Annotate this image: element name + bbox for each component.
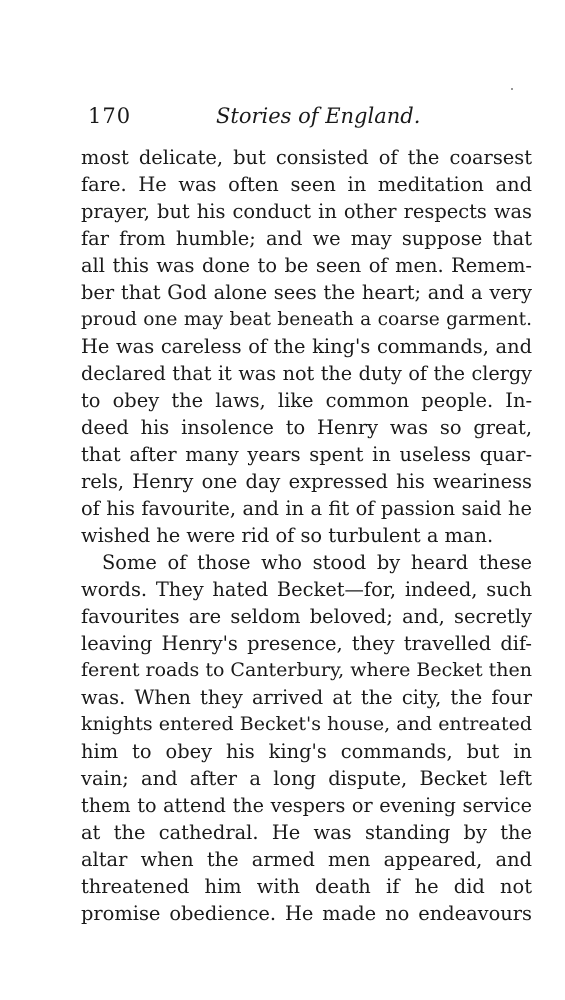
text-line: all this was done to be seen of men. Remem- — [81, 254, 532, 277]
text-line: deed his insolence to Henry was so great, — [81, 416, 532, 439]
text-line: him to obey his king's commands, but in — [81, 740, 532, 763]
text-line: fare. He was often seen in meditation and — [81, 173, 532, 196]
text-line: proud one may beat beneath a coarse garment. — [81, 309, 532, 330]
text-line: leaving Henry's presence, they travelled dif- — [81, 632, 532, 655]
page-number: 170 — [88, 104, 132, 128]
page-header — [88, 104, 488, 134]
running-title: Stories of England. — [216, 104, 421, 128]
text-line: of his favourite, and in a fit of passion said he — [81, 497, 532, 520]
text-line: them to attend the vespers or evening service — [81, 794, 532, 817]
paragraph-2 — [81, 549, 532, 927]
print-speck — [511, 88, 513, 90]
text-line: wished he were rid of so turbulent a man. — [81, 524, 494, 547]
text-line: favourites are seldom beloved; and, secretly — [81, 605, 532, 628]
text-line: vain; and after a long dispute, Becket left — [81, 767, 532, 790]
text-line: to obey the laws, like common people. In- — [81, 389, 532, 412]
text-line: ferent roads to Canterbury, where Becket then — [81, 659, 533, 681]
text-line: prayer, but his conduct in other respects was — [81, 200, 532, 223]
text-line: at the cathedral. He was standing by the — [81, 821, 532, 844]
text-line: promise obedience. He made no endeavours — [81, 902, 532, 925]
text-line: words. They hated Becket—for, indeed, such — [81, 578, 532, 601]
text-line: that after many years spent in useless quar- — [81, 443, 532, 466]
text-line: ber that God alone sees the heart; and a very — [81, 281, 532, 304]
text-line: far from humble; and we may suppose that — [81, 227, 532, 250]
text-line: Some of those who stood by heard these — [102, 551, 532, 574]
text-line: declared that it was not the duty of the clergy — [81, 362, 532, 385]
text-line: most delicate, but consisted of the coarsest — [81, 146, 532, 169]
text-line: He was careless of the king's commands, and — [81, 335, 532, 358]
text-line: altar when the armed men appeared, and — [81, 848, 532, 871]
text-line: threatened him with death if he did not — [81, 875, 532, 898]
paragraph-1 — [81, 144, 532, 549]
text-line: knights entered Becket's house, and entreated — [81, 713, 532, 735]
text-line: rels, Henry one day expressed his weariness — [81, 470, 532, 493]
body-text — [81, 144, 532, 927]
text-line: was. When they arrived at the city, the four — [81, 686, 532, 709]
